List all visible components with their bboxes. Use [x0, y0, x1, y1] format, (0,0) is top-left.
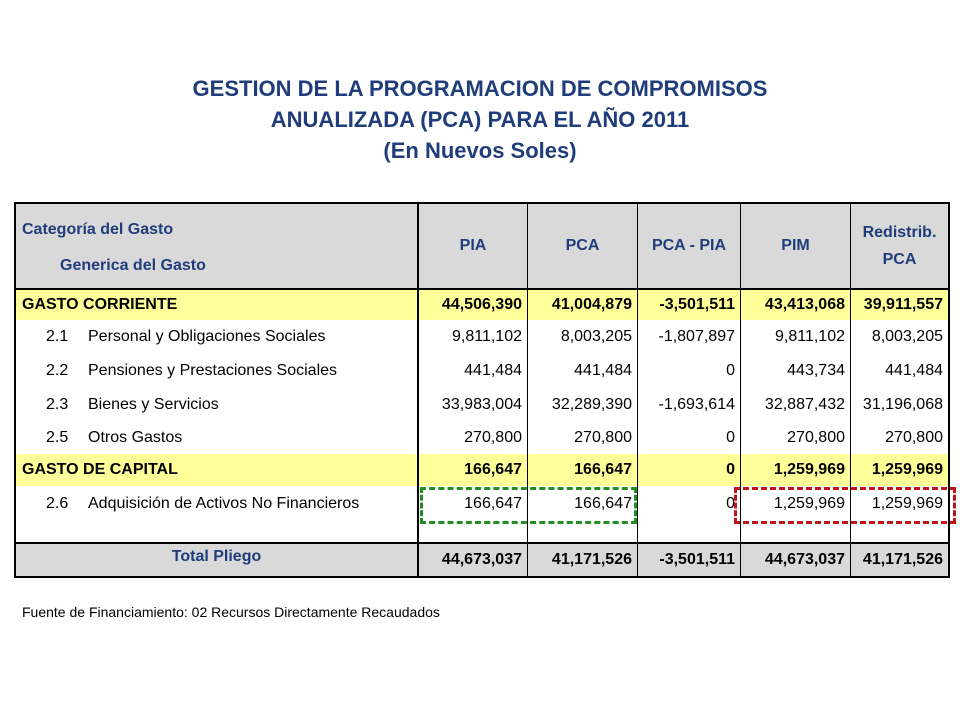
row-label-cell	[16, 486, 417, 522]
header-redistrib-line2: PCA	[882, 251, 917, 268]
spacer-cell	[417, 522, 527, 542]
row-label-cell	[16, 388, 417, 422]
header-redistrib	[850, 204, 948, 288]
table-spacer-row	[16, 522, 948, 542]
total-redistrib: 41,171,526	[850, 544, 948, 576]
row-label: GASTO DE CAPITAL	[22, 461, 178, 478]
header-pca-pia: PCA - PIA	[637, 204, 740, 288]
title-line-3: (En Nuevos Soles)	[383, 138, 577, 163]
row-redistrib: 1,259,969	[850, 454, 948, 486]
row-pim: 443,734	[740, 354, 850, 388]
row-pca: 270,800	[527, 422, 637, 454]
spacer-cell	[637, 522, 740, 542]
total-pca-pia: -3,501,511	[637, 544, 740, 576]
pca-table	[14, 202, 950, 578]
spacer-cell	[16, 522, 417, 542]
row-redistrib: 1,259,969	[850, 486, 948, 522]
row-pca-pia: -3,501,511	[637, 290, 740, 320]
table-row	[16, 354, 948, 388]
row-pia: 33,983,004	[417, 388, 527, 422]
row-label: Bienes y Servicios	[88, 396, 219, 413]
header-category-label: Categoría del Gasto	[22, 221, 174, 238]
row-code: 2.6	[46, 495, 69, 512]
table-row	[16, 388, 948, 422]
row-pia: 166,647	[417, 486, 527, 522]
row-pca: 166,647	[527, 486, 637, 522]
row-pim: 1,259,969	[740, 486, 850, 522]
funding-source-note: Fuente de Financiamiento: 02 Recursos Directamente Recaudados	[22, 604, 440, 620]
row-label-cell	[16, 320, 417, 354]
table-row	[16, 486, 948, 522]
row-pia: 166,647	[417, 454, 527, 486]
spacer-cell	[740, 522, 850, 542]
row-label-cell	[16, 354, 417, 388]
row-label: Pensiones y Prestaciones Sociales	[88, 362, 338, 379]
header-pca: PCA	[527, 204, 637, 288]
table-row-gasto-corriente	[16, 290, 948, 320]
row-redistrib: 441,484	[850, 354, 948, 388]
row-pca: 41,004,879	[527, 290, 637, 320]
row-pia: 441,484	[417, 354, 527, 388]
row-pca: 166,647	[527, 454, 637, 486]
row-pim: 43,413,068	[740, 290, 850, 320]
row-pca-pia: 0	[637, 454, 740, 486]
row-code: 2.5	[46, 429, 69, 446]
title-line-1: GESTION DE LA PROGRAMACION DE COMPROMISOS	[192, 76, 768, 101]
total-pim: 44,673,037	[740, 544, 850, 576]
page-title	[0, 73, 960, 166]
header-category	[16, 204, 417, 288]
row-pia: 9,811,102	[417, 320, 527, 354]
row-label: GASTO CORRIENTE	[22, 296, 178, 313]
row-pca: 441,484	[527, 354, 637, 388]
row-code: 2.1	[46, 328, 69, 345]
row-pca: 8,003,205	[527, 320, 637, 354]
total-pca: 41,171,526	[527, 544, 637, 576]
row-pim: 9,811,102	[740, 320, 850, 354]
spacer-cell	[527, 522, 637, 542]
row-redistrib: 270,800	[850, 422, 948, 454]
header-pia: PIA	[417, 204, 527, 288]
row-pca: 32,289,390	[527, 388, 637, 422]
row-pim: 32,887,432	[740, 388, 850, 422]
total-pia: 44,673,037	[417, 544, 527, 576]
spacer-cell	[850, 522, 948, 542]
header-generic-label: Generica del Gasto	[60, 257, 206, 274]
row-pim: 1,259,969	[740, 454, 850, 486]
row-pca-pia: -1,807,897	[637, 320, 740, 354]
title-line-2: ANUALIZADA (PCA) PARA EL AÑO 2011	[270, 107, 690, 132]
total-label: Total Pliego	[171, 548, 262, 565]
table-row	[16, 422, 948, 454]
row-label: Adquisición de Activos No Financieros	[88, 495, 360, 512]
row-pia: 270,800	[417, 422, 527, 454]
row-pia: 44,506,390	[417, 290, 527, 320]
row-redistrib: 39,911,557	[850, 290, 948, 320]
row-pca-pia: 0	[637, 354, 740, 388]
row-label: Personal y Obligaciones Sociales	[88, 328, 326, 345]
row-redistrib: 31,196,068	[850, 388, 948, 422]
table-row-gasto-capital	[16, 454, 948, 486]
row-label: Otros Gastos	[88, 429, 183, 446]
row-pim: 270,800	[740, 422, 850, 454]
row-pca-pia: -1,693,614	[637, 388, 740, 422]
row-code: 2.2	[46, 362, 69, 379]
table-header	[16, 204, 948, 290]
row-label-cell	[16, 422, 417, 454]
row-redistrib: 8,003,205	[850, 320, 948, 354]
row-code: 2.3	[46, 396, 69, 413]
row-pca-pia: 0	[637, 422, 740, 454]
header-redistrib-line1: Redistrib.	[862, 224, 937, 241]
row-pca-pia: 0	[637, 486, 740, 522]
header-pim: PIM	[740, 204, 850, 288]
table-row	[16, 320, 948, 354]
table-row-total	[16, 542, 948, 576]
